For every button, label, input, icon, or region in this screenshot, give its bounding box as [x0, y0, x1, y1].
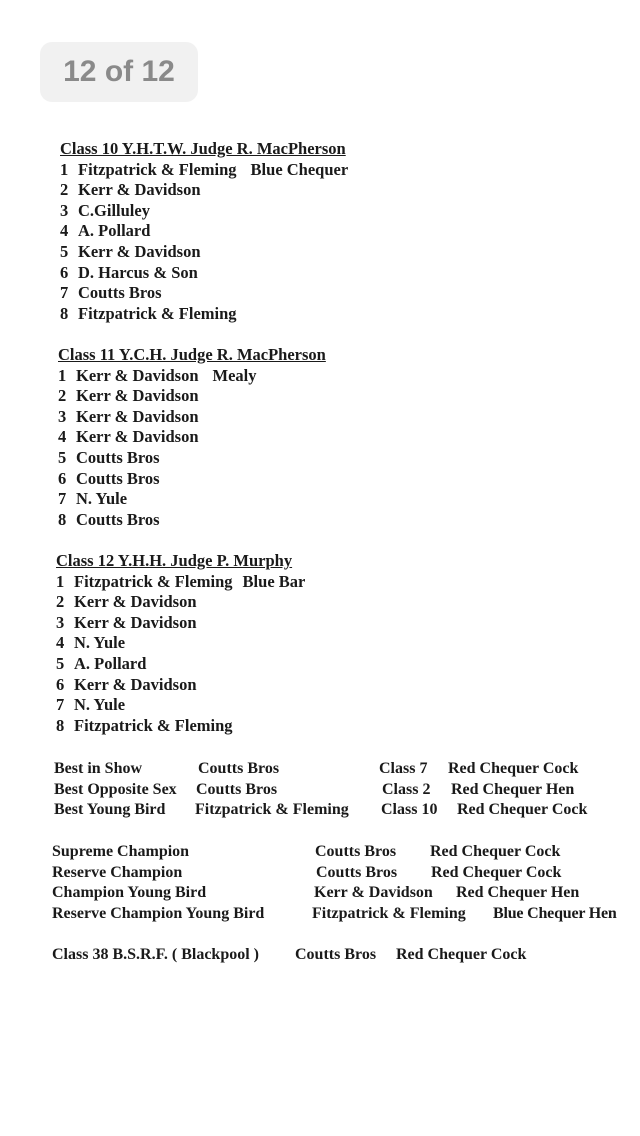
placing-row: 3 Kerr & Davidson	[58, 406, 199, 426]
placing-row: 8 Coutts Bros	[58, 509, 160, 529]
class-section	[60, 139, 348, 324]
page-counter-badge: 12 of 12	[40, 42, 198, 102]
placing-row: 8 Fitzpatrick & Fleming	[60, 303, 237, 323]
placing-row: 4 Kerr & Davidson	[58, 427, 199, 447]
placing-row: 5 A. Pollard	[56, 653, 147, 673]
champion-row: Champion Young Bird Kerr & Davidson Red Chequer Hen	[52, 884, 580, 901]
placing-row: 1 Fitzpatrick & Fleming Blue Bar	[56, 571, 306, 591]
class-heading: Class 12 Y.H.H. Judge P. Murphy	[56, 551, 293, 570]
placing-row: 2 Kerr & Davidson	[58, 386, 199, 406]
award-row: Best Young Bird Fitzpatrick & Fleming Class 10 Red Chequer Cock	[54, 801, 588, 818]
champion-row: Reserve Champion Coutts Bros Red Chequer Cock	[52, 863, 562, 881]
placing-row: 8 Fitzpatrick & Fleming	[56, 715, 233, 735]
placing-row: 5 Kerr & Davidson	[60, 241, 201, 261]
class-section	[58, 345, 326, 530]
class-section	[56, 551, 305, 736]
placing-row: 2 Kerr & Davidson	[56, 592, 197, 612]
placing-row: 4 A. Pollard	[60, 221, 151, 241]
placing-row: 7 N. Yule	[58, 489, 128, 509]
placing-row: 2 Kerr & Davidson	[60, 180, 201, 200]
placing-row: 6 Coutts Bros	[58, 468, 160, 488]
placing-row: 1 Kerr & Davidson Mealy	[58, 365, 257, 385]
placing-row: 3 Kerr & Davidson	[56, 612, 197, 632]
class-heading: Class 11 Y.C.H. Judge R. MacPherson	[58, 345, 326, 364]
champion-row: Supreme Champion Coutts Bros Red Chequer Cock	[52, 843, 561, 860]
placing-row: 7 N. Yule	[56, 695, 126, 715]
champion-awards	[52, 842, 640, 924]
class-heading: Class 10 Y.H.T.W. Judge R. MacPherson	[60, 139, 346, 158]
champion-row: Reserve Champion Young Bird Fitzpatrick & Fleming Blue Chequer Hen	[52, 904, 617, 922]
award-row: Best in Show Coutts Bros Class 7 Red Chequer Cock	[54, 760, 579, 777]
placing-row: 7 Coutts Bros	[60, 283, 162, 303]
placing-row: 3 C.Gilluley	[60, 200, 150, 220]
award-row: Best Opposite Sex Coutts Bros Class 2 Red Chequer Hen	[54, 780, 575, 798]
final-award-row: Class 38 B.S.R.F. ( Blackpool ) Coutts Bros Red Chequer Cock	[52, 946, 527, 963]
placing-row: 5 Coutts Bros	[58, 447, 160, 467]
placing-row: 4 N. Yule	[56, 633, 126, 653]
best-awards	[54, 759, 640, 821]
placing-row: 6 Kerr & Davidson	[56, 674, 197, 694]
placing-row: 1 Fitzpatrick & Fleming Blue Chequer	[60, 159, 349, 179]
placing-row: 6 D. Harcus & Son	[60, 262, 198, 282]
